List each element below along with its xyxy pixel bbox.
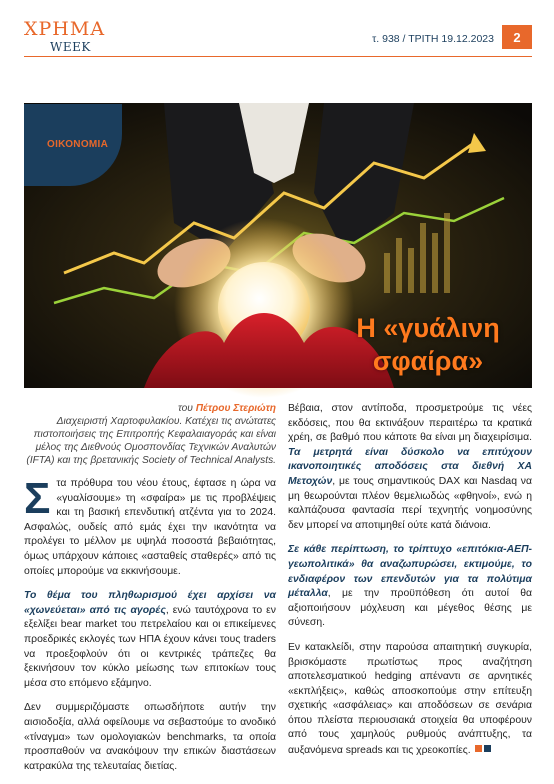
section-label: ΟΙΚΟΝΟΜΙΑ: [47, 139, 109, 150]
author-name: Πέτρου Στεριώτη: [195, 403, 276, 414]
paragraph-1-text: τα πρόθυρα του νέου έτους, έφτασε η ώρα να «γυαλίσουμε» τη «σφαίρα» με τις προβλέψεις και τη βασική επενδυτική ατζέντα για το 2024. Ασφαλώς, ουδείς από εμάς έχει την ικανότητα να προλέγει το μέλλον με υψηλά ποσοστά βεβαιότητας, όμως υπάρχουν κάποιες «ασταθείς σταθερές» από τις οποίες μπορούμε να εκκινήσουμε.: [24, 478, 276, 577]
paragraph-2-text: , ενώ ταυτόχρονα το εν εξελίξει bear market του πετρελαίου και οι επικείμενες προεδρικές εκλογές των ΗΠΑ έχουν κάνει τους traders να προεξοφλούν ότι οι κεντρικές τράπεζες θα ξεκινήσουν τον κύκλο μείωσης των επιτοκίων τους μέσα στο επόμενο εξάμηνο.: [24, 604, 276, 689]
paragraph-5: [288, 543, 532, 631]
paragraph-4-text: , με τους σημαντικούς DAX και Nasdaq να μη θεωρούνται πλέον θεμελιωδώς «φθηνοί», ενώ η καλπάζουσα φαντασία περί τεχνητής νοημοσύνης δεν μπορεί να αποτιμηθεί ούτε κατά διάνοια.: [288, 475, 532, 531]
logo-title: ΧΡΗΜΑ: [24, 18, 106, 40]
end-marker-icon: [475, 743, 493, 758]
drop-cap: Σ: [24, 474, 51, 523]
paragraph-2: [24, 589, 276, 691]
paragraph-3: Δεν συμμεριζόμαστε οπωσδήποτε αυτήν την αισιοδοξία, αλλά οφείλουμε να σεβαστούμε το ανοδικό «τίναγμα» των ομολογιακών benchmarks, τα οποία προσπαθούν να ανακόψουν την επικών διαστάσεων κατρακύλα της τελευταίας διετίας.: [24, 702, 276, 772]
header-rule: [24, 56, 532, 57]
paragraph-2-highlight: Το θέμα του πληθωρισμού έχει αρχίσει να «χωνεύεται» από τις αγορές: [24, 590, 276, 616]
column-left: [24, 402, 276, 784]
issue-line: τ. 938 / ΤΡΙΤΗ 19.12.2023: [372, 33, 494, 45]
page-number-badge: 2: [502, 25, 532, 49]
paragraph-5-text: , με την προϋπόθεση ότι αυτοί θα αξιοποιήσουν μόχλευση και μέγεθος θέσης με σύνεση.: [288, 588, 532, 629]
paragraph-1: [24, 474, 276, 579]
byline: [24, 402, 276, 467]
paragraph-4-start: Βέβαια, στον αντίποδα, προσμετρούμε τις νέες εκδόσεις, που θα εκτινάξουν περαιτέρω τα κρατικά χρέη, σε βαθμό που κάποτε θα είναι μη διαχειρίσιμα.: [288, 403, 532, 444]
paragraph-5-highlight: Σε κάθε περίπτωση, το τρίπτυχο «επιτόκια-ΑΕΠ-γεωπολιτικά» θα αναζωπυρώσει, εκτιμούμε, το ενδιαφέρον των επενδυτών για τα πολύτιμα μέταλλα: [288, 544, 532, 600]
headline-line-1: Η «γυάλινη: [356, 313, 500, 343]
article-headline: [328, 312, 528, 378]
column-right: [288, 402, 532, 769]
paragraph-4-highlight: Τα μετρητά είναι δύσκολο να επιτύχουν ικανοποιητικές αποδόσεις στα διεθνή ΧΑ Μετοχών: [288, 446, 532, 487]
paragraph-6: [288, 641, 532, 759]
headline-line-2: σφαίρα»: [372, 346, 484, 376]
byline-prefix: του: [177, 403, 196, 414]
paragraph-4: [288, 402, 532, 533]
logo-subtitle: WEEK: [50, 40, 91, 54]
paragraph-6-text: Εν κατακλείδι, στην παρούσα απαιτητική συγκυρία, βρισκόμαστε πρωτίστως προς αναζήτηση αποτελεσματικού hedging απέναντι σε αρνητικές «εκπλήξεις», καθώς αποσκοπούμε στην επίτευξη σχετικής «ασφάλειας» και αποδόσεων σε σενάρια όπου πλείστα περιουσιακά στοιχεία θα υποφέρουν από τους χαμηλούς ρυθμούς ανάπτυξης, τα αυξανόμενα spreads και τις χρεοκοπίες.: [288, 641, 532, 757]
masthead-logo: [24, 18, 114, 58]
author-bio: Διαχειριστή Χαρτοφυλακίου. Κατέχει τις ανώτατες πιστοποιήσεις της Επιτροπής Κεφαλαιαγοράς και είναι μέλος της Διεθνούς Ομοσπονδίας Τεχνικών Αναλυτών (IFTA) και της βρετανικής Society of Technical Analysts.: [26, 416, 276, 466]
